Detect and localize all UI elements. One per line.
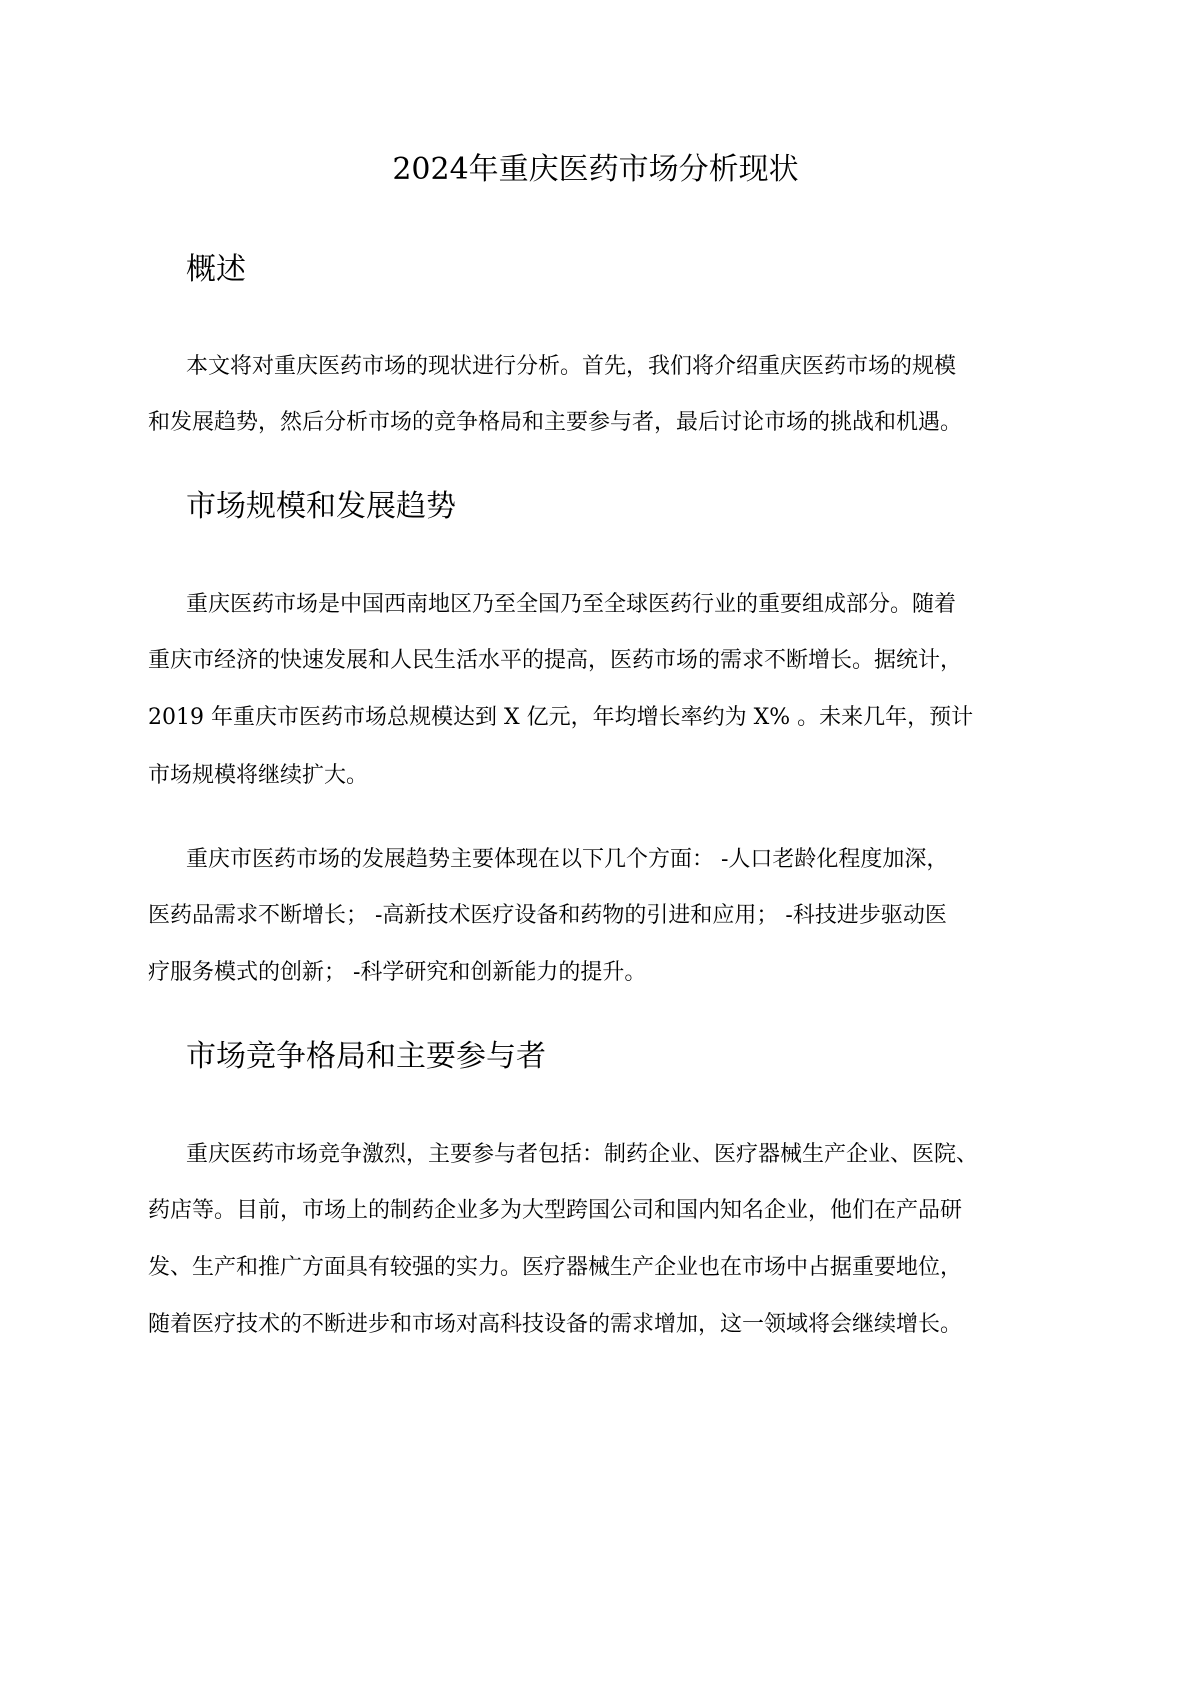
paragraph-line: 重庆医药市场是中国西南地区乃至全国乃至全球医药行业的重要组成部分。随着 — [186, 592, 957, 617]
section-heading-competition: 市场竞争格局和主要参与者 — [186, 1039, 546, 1074]
paragraph-line: 市场规模将继续扩大。 — [148, 763, 369, 788]
section-heading-overview: 概述 — [186, 252, 246, 287]
paragraph-line: 药店等。目前，市场上的制药企业多为大型跨国公司和国内知名企业，他们在产品研 — [148, 1198, 963, 1223]
paragraph-line: 和发展趋势，然后分析市场的竞争格局和主要参与者，最后讨论市场的挑战和机遇。 — [148, 410, 963, 435]
paragraph-line: 随着医疗技术的不断进步和市场对高科技设备的需求增加，这一领域将会继续增长。 — [148, 1312, 963, 1337]
paragraph-line: 发、生产和推广方面具有较强的实力。医疗器械生产企业也在市场中占据重要地位， — [148, 1255, 963, 1280]
paragraph-line: 重庆市经济的快速发展和人民生活水平的提高，医药市场的需求不断增长。据统计， — [148, 648, 963, 673]
paragraph-line: 医药品需求不断增长； -高新技术医疗设备和药物的引进和应用； -科技进步驱动医 — [148, 903, 947, 928]
paragraph-line: 2019 年重庆市医药市场总规模达到 X 亿元，年均增长率约为 X% 。未来几年，预计 — [148, 705, 974, 730]
section-heading-market-scale: 市场规模和发展趋势 — [186, 489, 456, 524]
paragraph-line: 本文将对重庆医药市场的现状进行分析。首先，我们将介绍重庆医药市场的规模 — [186, 354, 957, 379]
paragraph-line: 重庆市医药市场的发展趋势主要体现在以下几个方面： -人口老龄化程度加深， — [186, 847, 949, 872]
document-title: 2024年重庆医药市场分析现状 — [392, 152, 799, 187]
paragraph-line: 疗服务模式的创新； -科学研究和创新能力的提升。 — [148, 960, 647, 985]
paragraph-line: 重庆医药市场竞争激烈，主要参与者包括：制药企业、医疗器械生产企业、医院、 — [186, 1142, 979, 1167]
